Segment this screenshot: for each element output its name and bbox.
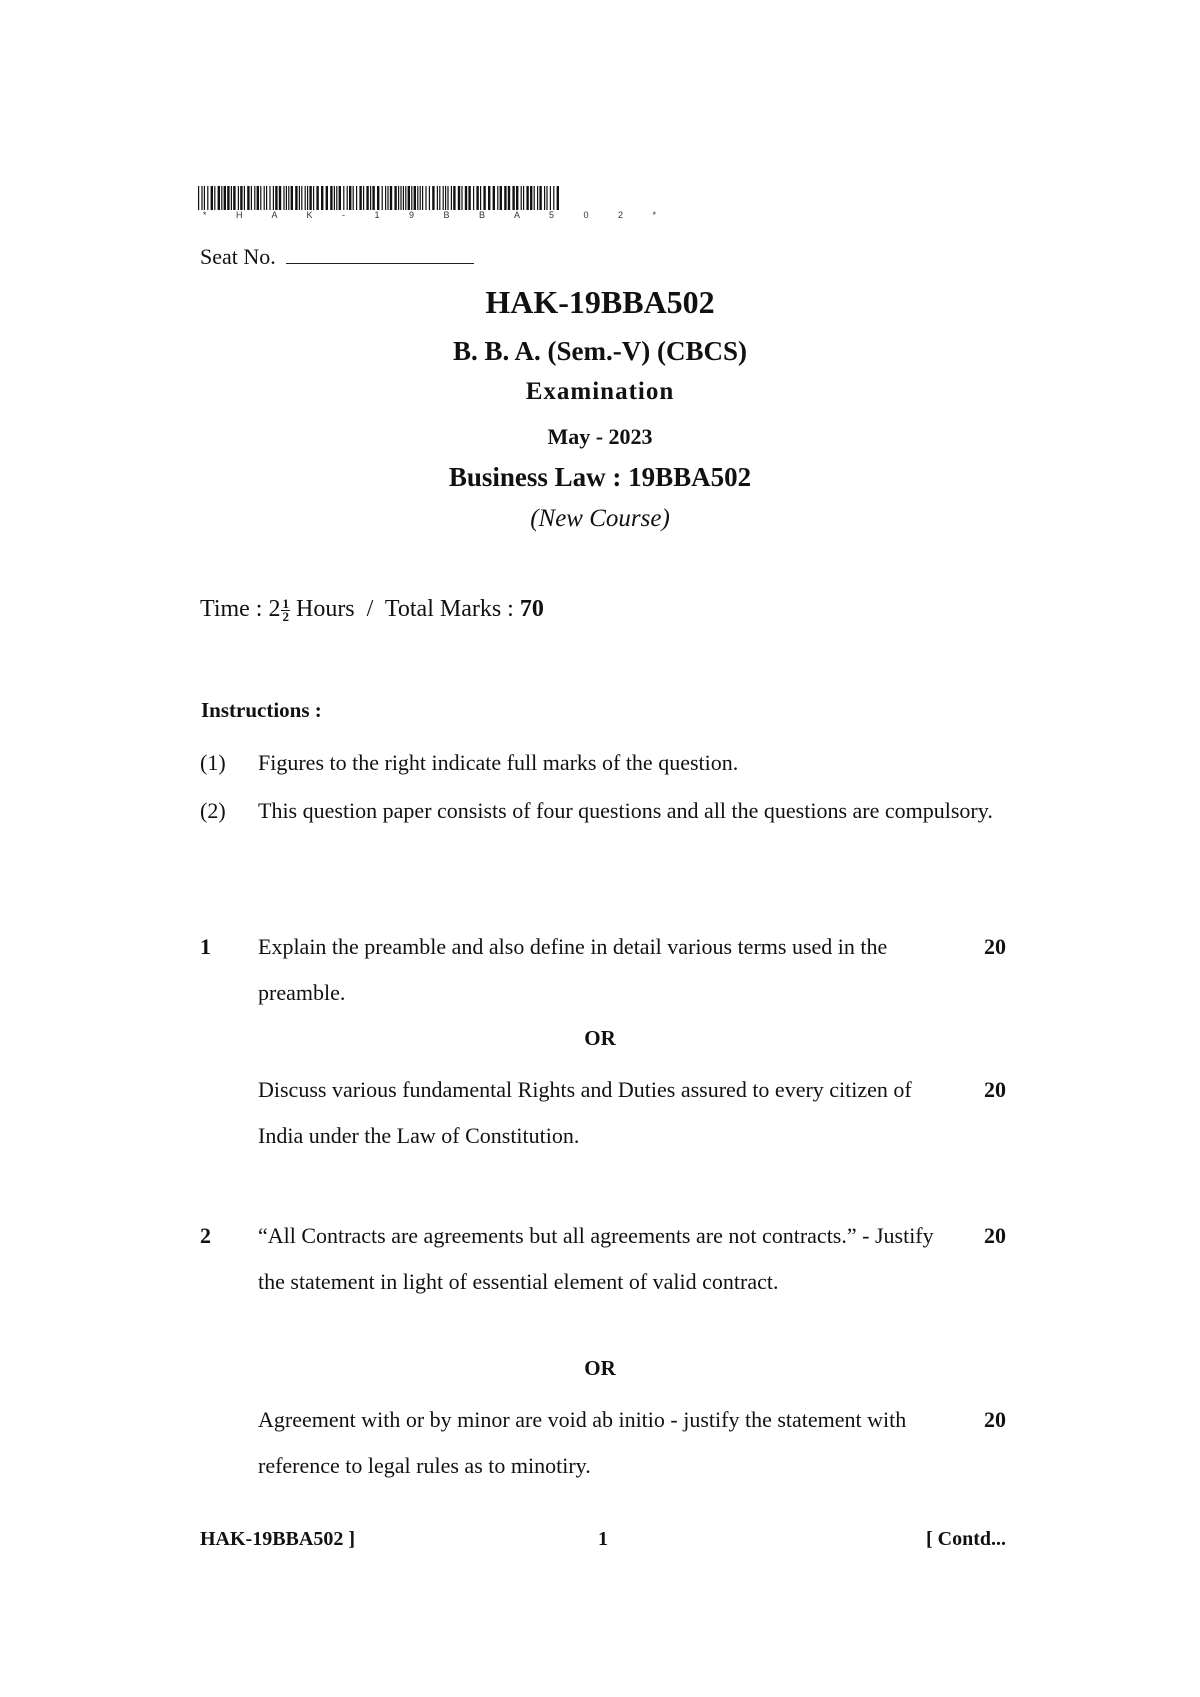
question-number: 2 bbox=[200, 1223, 211, 1248]
total-marks: 70 bbox=[519, 596, 544, 622]
question-text: “All Contracts are agreements but all agreements are not contracts.” - Justify the statement in light of essential element of valid contract. bbox=[258, 1223, 934, 1294]
time-fraction bbox=[281, 595, 290, 624]
question-marks: 20 bbox=[984, 934, 1006, 959]
question-2-alternative bbox=[200, 1397, 1006, 1489]
instruction-item bbox=[200, 744, 1006, 782]
or-separator: OR bbox=[584, 1356, 616, 1380]
seat-number-label: Seat No. bbox=[200, 244, 276, 269]
subject-title: Business Law : 19BBA502 bbox=[448, 462, 752, 492]
paper-code: HAK-19BBA502 bbox=[485, 284, 715, 320]
instruction-text: This question paper consists of four questions and all the questions are compulsory. bbox=[258, 798, 993, 823]
question-2 bbox=[200, 1213, 1006, 1305]
instruction-number: (2) bbox=[200, 798, 226, 823]
question-1-alternative bbox=[200, 1067, 1006, 1159]
question-text: Agreement with or by minor are void ab initio - justify the statement with reference to legal rules as to minotiry. bbox=[258, 1407, 907, 1478]
page-number: 1 bbox=[598, 1528, 608, 1550]
instruction-text: Figures to the right indicate full marks of the question. bbox=[258, 750, 739, 775]
continued-note: [ Contd... bbox=[925, 1528, 1006, 1550]
question-marks: 20 bbox=[984, 1223, 1006, 1248]
time-rest: Hours / Total Marks : bbox=[295, 596, 520, 622]
course-note: (New Course) bbox=[530, 505, 670, 532]
fraction-numerator: 1 bbox=[282, 595, 289, 611]
question-text: Discuss various fundamental Rights and Duties assured to every citizen of India under the Law of Constitution. bbox=[258, 1077, 912, 1148]
question-marks: 20 bbox=[984, 1077, 1006, 1102]
program-title: B. B. A. (Sem.-V) (CBCS) bbox=[453, 336, 747, 366]
exam-session: May - 2023 bbox=[547, 424, 653, 449]
seat-number-blank bbox=[286, 247, 474, 264]
instruction-item bbox=[200, 792, 1006, 830]
time-label: Time : 2 bbox=[200, 596, 281, 622]
time-and-marks bbox=[200, 596, 544, 623]
question-marks: 20 bbox=[984, 1407, 1006, 1432]
instruction-number: (1) bbox=[200, 750, 226, 775]
question-number: 1 bbox=[200, 934, 211, 959]
fraction-denominator: 2 bbox=[282, 608, 289, 624]
footer-paper-code: HAK-19BBA502 ] bbox=[200, 1528, 355, 1550]
question-text: Explain the preamble and also define in detail various terms used in the preamble. bbox=[258, 934, 888, 1005]
barcode-text: * H A K - 1 9 B B A 5 0 2 * bbox=[203, 210, 670, 220]
question-1 bbox=[200, 924, 1006, 1016]
or-separator: OR bbox=[584, 1026, 616, 1050]
barcode bbox=[198, 186, 562, 210]
instructions-title: Instructions : bbox=[201, 698, 322, 722]
exam-title: Examination bbox=[525, 378, 675, 405]
seat-number-field bbox=[200, 244, 474, 270]
